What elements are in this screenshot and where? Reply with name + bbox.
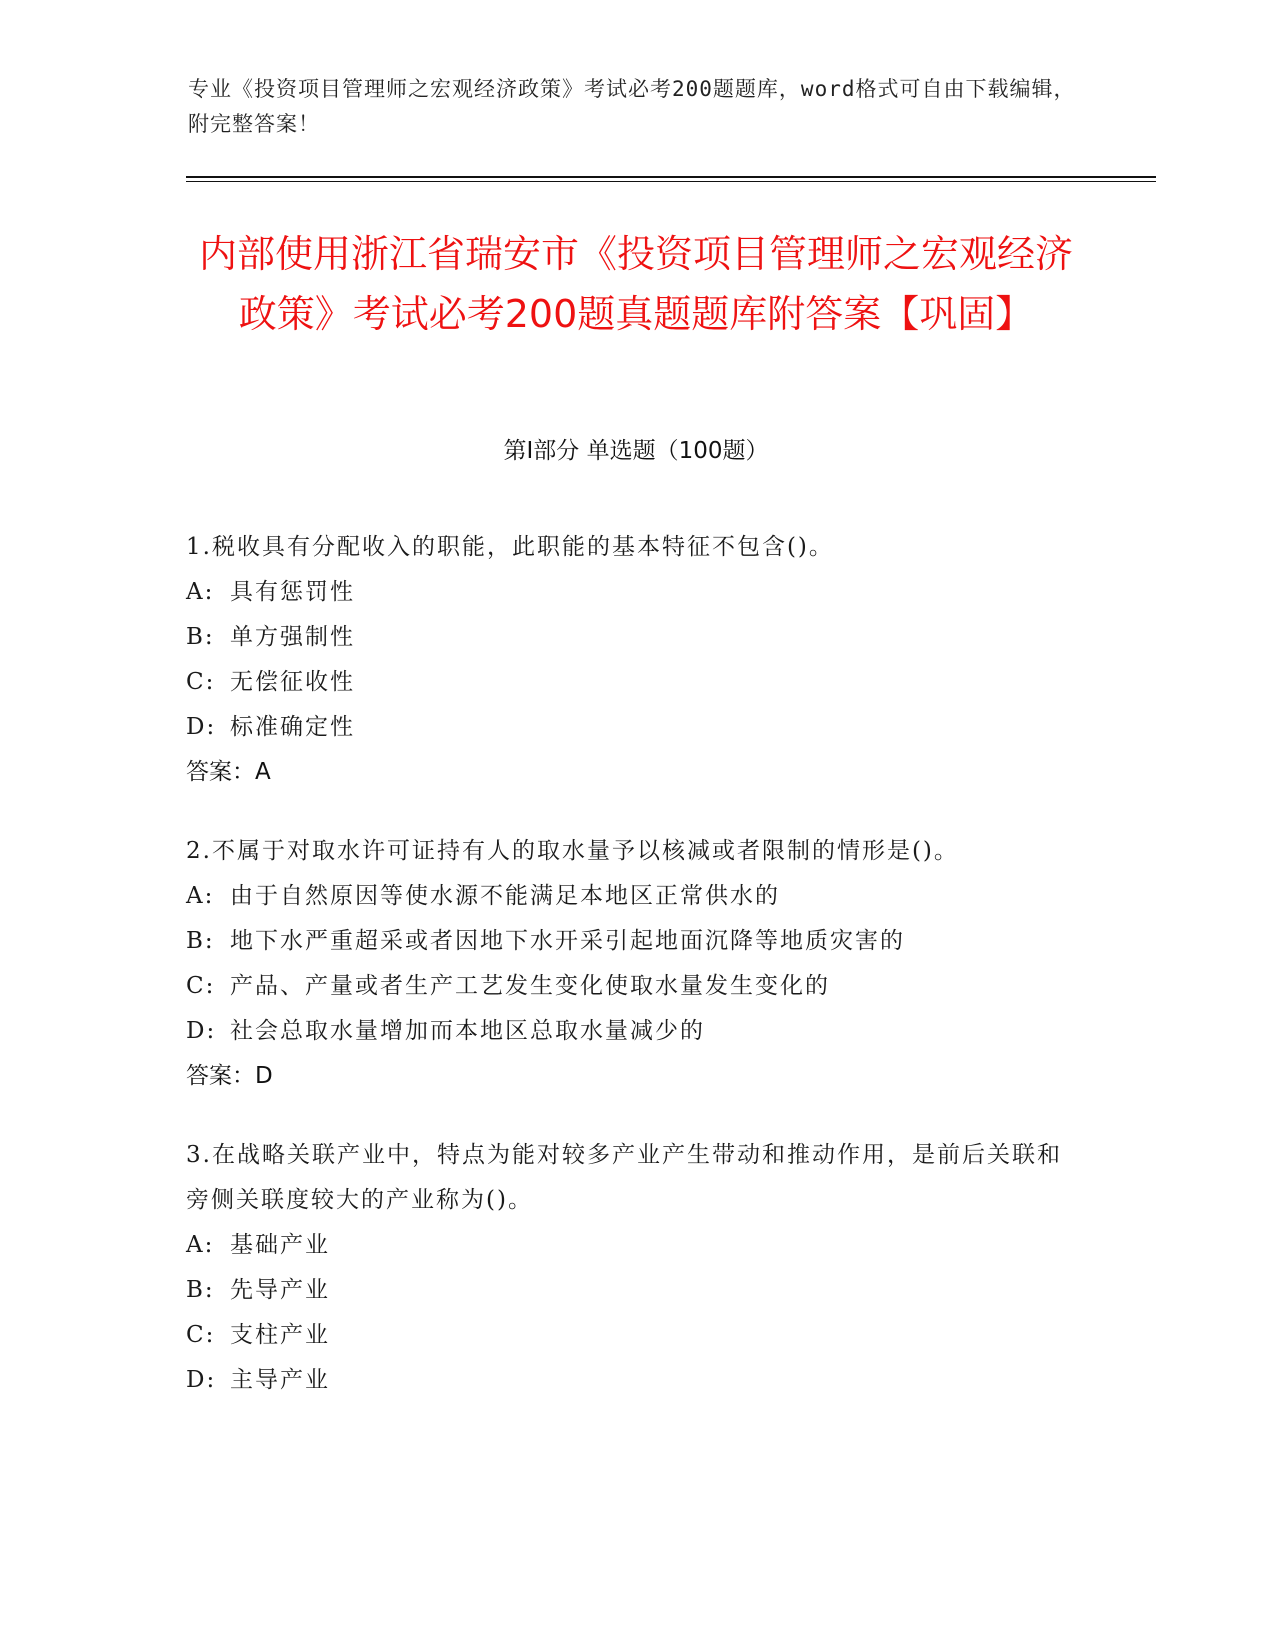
option-text: 主导产业 bbox=[230, 1367, 330, 1393]
option-text: 地下水严重超采或者因地下水开采引起地面沉降等地质灾害的 bbox=[230, 928, 905, 954]
option-key: C: bbox=[186, 973, 216, 999]
option-d bbox=[186, 1009, 1066, 1054]
option-b bbox=[186, 615, 1066, 660]
question-stem: 1.税收具有分配收入的职能，此职能的基本特征不包含()。 bbox=[186, 534, 834, 560]
option-key: A: bbox=[186, 1232, 215, 1258]
header-rule-thin bbox=[186, 181, 1156, 182]
option-key: C: bbox=[186, 669, 216, 695]
option-a bbox=[186, 570, 1066, 615]
document-title: 内部使用浙江省瑞安市《投资项目管理师之宏观经济政策》考试必考200题真题题库附答案【巩固】 bbox=[198, 232, 1073, 336]
option-c bbox=[186, 964, 1066, 1009]
option-text: 无偿征收性 bbox=[230, 669, 355, 695]
option-key: C: bbox=[186, 1322, 216, 1348]
question-stem: 3.在战略关联产业中，特点为能对较多产业产生带动和推动作用，是前后关联和旁侧关联度较大的产业称为()。 bbox=[186, 1142, 1062, 1213]
option-key: D: bbox=[186, 1018, 217, 1044]
option-text: 单方强制性 bbox=[230, 624, 355, 650]
question-1 bbox=[186, 525, 1066, 795]
option-c bbox=[186, 1313, 1066, 1358]
header-rule-thick bbox=[186, 176, 1156, 178]
option-c bbox=[186, 660, 1066, 705]
option-a bbox=[186, 1223, 1066, 1268]
option-key: A: bbox=[186, 579, 215, 605]
option-key: A: bbox=[186, 883, 215, 909]
question-stem: 2.不属于对取水许可证持有人的取水量予以核减或者限制的情形是()。 bbox=[186, 838, 959, 864]
option-d bbox=[186, 1358, 1066, 1403]
question-2 bbox=[186, 829, 1066, 1099]
section-heading: 第I部分 单选题（100题） bbox=[503, 438, 769, 464]
question-list bbox=[186, 525, 1066, 1437]
option-b bbox=[186, 919, 1066, 964]
option-a bbox=[186, 874, 1066, 919]
option-text: 支柱产业 bbox=[230, 1322, 330, 1348]
header-note: 专业《投资项目管理师之宏观经济政策》考试必考200题题库，word格式可自由下载编辑，附完整答案！ bbox=[188, 77, 1076, 136]
question-3 bbox=[186, 1133, 1066, 1403]
answer: 答案：A bbox=[186, 759, 271, 785]
option-text: 先导产业 bbox=[230, 1277, 330, 1303]
option-text: 标准确定性 bbox=[230, 714, 355, 740]
option-key: B: bbox=[186, 1277, 215, 1303]
option-text: 社会总取水量增加而本地区总取水量减少的 bbox=[230, 1018, 705, 1044]
option-key: B: bbox=[186, 928, 215, 954]
option-b bbox=[186, 1268, 1066, 1313]
option-text: 由于自然原因等使水源不能满足本地区正常供水的 bbox=[230, 883, 780, 909]
answer: 答案：D bbox=[186, 1063, 273, 1089]
option-d bbox=[186, 705, 1066, 750]
option-key: D: bbox=[186, 1367, 217, 1393]
option-text: 基础产业 bbox=[230, 1232, 330, 1258]
option-key: B: bbox=[186, 624, 215, 650]
option-key: D: bbox=[186, 714, 217, 740]
option-text: 具有惩罚性 bbox=[230, 579, 355, 605]
option-text: 产品、产量或者生产工艺发生变化使取水量发生变化的 bbox=[230, 973, 830, 999]
